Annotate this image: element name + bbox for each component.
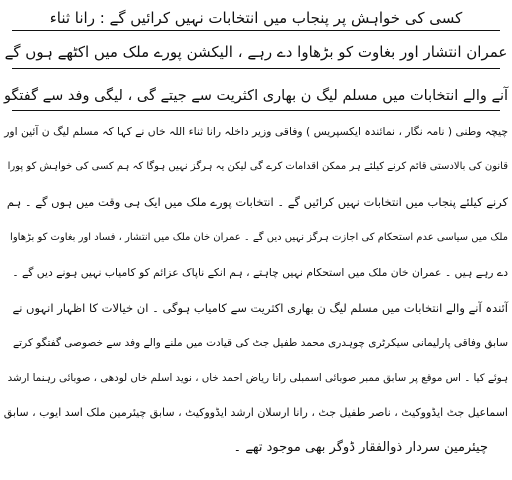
article-line: چیئرمین سردار ذوالفقار ڈوگر بھی موجود تھے ۔ bbox=[233, 440, 488, 455]
headline-divider bbox=[12, 110, 500, 111]
article-line: ہوئے کیا ۔ اس موقع پر سابق ممبر صوبائی اسمبلی رانا ریاض احمد خاں ، نوید اسلم خاں لودھی ، صوبائی رہنما ارشد bbox=[7, 372, 508, 384]
article-line: آئندہ آنے والے انتخابات میں مسلم لیگ ن بھاری اکثریت سے کامیاب ہوگی ۔ ان خیالات کا اظہار انہوں نے bbox=[12, 301, 508, 315]
headline-sub-1: عمران انتشار اور بغاوت کو بڑھاوا دے رہے ، الیکشن پورے ملک میں اکٹھے ہوں گے bbox=[4, 43, 508, 61]
article-line: سابق وفاقی پارلیمانی سیکرٹری چوہدری محمد طفیل جٹ کی قیادت میں ملنے والے وفد سے خصوصی گفتگو کرتے bbox=[13, 337, 508, 349]
headline-divider bbox=[12, 30, 500, 31]
headline-main: کسی کی خواہش پر پنجاب میں انتخابات نہیں کرائیں گے : رانا ثناء bbox=[49, 9, 463, 27]
article-line: اسماعیل جٹ ایڈووکیٹ ، ناصر طفیل جٹ ، رانا ارسلان ارشد ایڈووکیٹ ، سابق چیئرمین ملک اسد ایوب ، سابق bbox=[3, 406, 508, 419]
headline-sub-2: آنے والے انتخابات میں مسلم لیگ ن بھاری اکثریت سے جیتے گی ، لیگی وفد سے گفتگو bbox=[3, 88, 509, 104]
article-line: ملک میں سیاسی عدم استحکام کی اجازت ہرگز نہیں دیں گے ۔ عمران خان ملک میں انتشار ، فساد اور بغاوت کو بڑھاوا bbox=[10, 232, 508, 243]
headline-divider bbox=[12, 68, 500, 69]
article-line: چیچہ وطنی ( نامہ نگار ، نمائندہ ایکسپریس ) وفاقی وزیر داخلہ رانا ثناء اللہ خاں نے کہا کہ مسلم لیگ ن آئین اور bbox=[4, 125, 508, 138]
article-line: قانون کی بالادستی قائم کرنے کیلئے ہر ممکن اقدامات کرے گی لیکن یہ ہرگز نہیں ہوگا کہ ہم کسی کی خواہش کو پورا bbox=[7, 161, 508, 172]
article-line: دے رہے ہیں ۔ عمران خان ملک میں استحکام نہیں چاہتے ، ہم انکے ناپاک عزائم کو کامیاب نہیں ہونے دیں گے ۔ bbox=[12, 266, 508, 279]
article-line: کرنے کیلئے پنجاب میں انتخابات نہیں کرائیں گے ۔ انتخابات پورے ملک میں ایک ہی وقت میں ہوں گے ۔ ہم bbox=[6, 195, 508, 209]
